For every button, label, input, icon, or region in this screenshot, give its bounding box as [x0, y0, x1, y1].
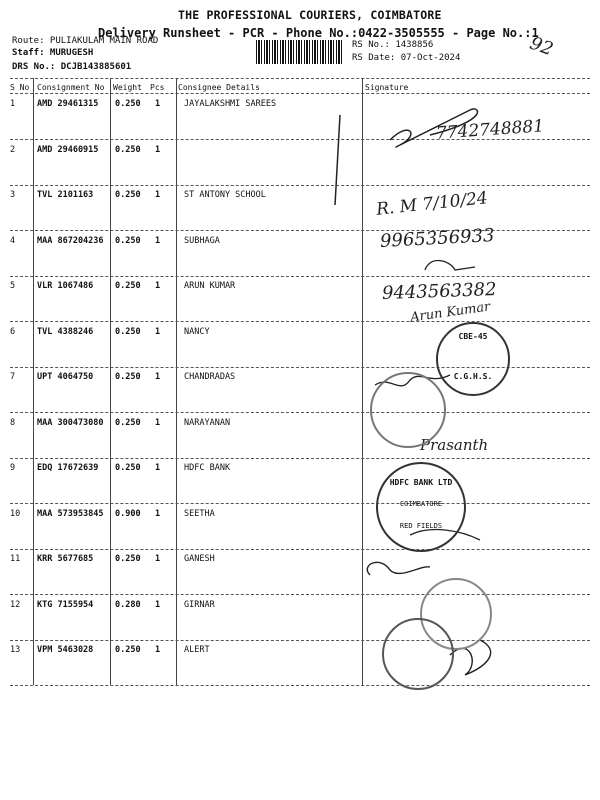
row-pcs: 1 — [155, 99, 161, 109]
row-consignee: SEETHA — [184, 508, 215, 519]
cghs-stamp-text: C.G.H.S. — [453, 372, 493, 381]
row-weight: 0.250 — [115, 372, 141, 382]
row-sno: 13 — [10, 645, 21, 655]
drs-number: DRS No.: DCJB143885601 — [12, 62, 132, 72]
header-signature: Signature — [365, 83, 409, 92]
row-consignee: NANCY — [184, 326, 210, 337]
row-sno: 2 — [10, 144, 16, 155]
row-consignment-no: TVL 2101163 — [37, 190, 94, 200]
row-consignee: JAYALAKSHMI SAREES — [184, 99, 277, 109]
faded-stamp-3 — [382, 618, 454, 690]
row-sno: 3 — [10, 190, 16, 200]
row-pcs: 1 — [155, 235, 161, 246]
hdfc-stamp — [376, 462, 466, 552]
row-sno: 7 — [10, 372, 16, 382]
row-consignee: SUBHAGA — [184, 235, 220, 246]
header-pcs: Pcs — [150, 83, 165, 92]
row-weight: 0.250 — [115, 463, 141, 473]
row-consignment-no: KRR 5677685 — [37, 554, 94, 564]
page-note-handwriting: 92 — [527, 32, 556, 61]
row-pcs: 1 — [155, 190, 161, 200]
header-weight: Weight — [113, 83, 142, 92]
row-weight: 0.250 — [115, 554, 141, 564]
row-consignee: HDFC BANK — [184, 463, 231, 473]
row-consignee: CHANDRADAS — [184, 372, 236, 382]
row-weight: 0.250 — [115, 281, 141, 291]
header-consignment: Consignment No — [37, 83, 105, 92]
row-weight: 0.250 — [115, 99, 141, 109]
row-pcs: 1 — [155, 463, 161, 473]
row-consignment-no: AMD 29461315 — [37, 99, 99, 109]
row-sno: 4 — [10, 235, 16, 246]
company-name: THE PROFESSIONAL COURIERS, COIMBATORE — [178, 8, 442, 22]
runsheet-title: Delivery Runsheet - PCR - Phone No.:0422-3505555 - Page No.:1 — [98, 26, 539, 40]
row-sno: 5 — [10, 281, 16, 291]
row-consignee: GIRNAR — [184, 599, 215, 610]
row-sno: 6 — [10, 326, 16, 337]
row-pcs: 1 — [155, 599, 161, 610]
row-sno: 10 — [10, 508, 21, 519]
date-handwriting: R. M 7/10/24 — [375, 188, 489, 220]
barcode-graphic — [256, 40, 344, 64]
row-weight: 0.900 — [115, 508, 141, 519]
hdfc-stamp-branch: RED FIELDS — [399, 522, 443, 530]
row-pcs: 1 — [155, 372, 161, 382]
row-consignment-no: MAA 867204236 — [37, 235, 104, 246]
row-weight: 0.250 — [115, 235, 141, 246]
row-sno: 1 — [10, 99, 16, 109]
signature-handwriting: Arun Kumar — [409, 299, 492, 326]
row-sno: 8 — [10, 417, 16, 428]
row-pcs: 1 — [155, 645, 161, 655]
row-consignment-no: EDQ 17672639 — [37, 463, 99, 473]
row-consignment-no: AMD 29460915 — [37, 144, 99, 155]
row-weight: 0.250 — [115, 645, 141, 655]
row-consignee: GANESH — [184, 554, 215, 564]
row-sno: 12 — [10, 599, 21, 610]
cghs-stamp — [436, 322, 510, 396]
row-consignee: ALERT — [184, 645, 210, 655]
row-consignment-no: KTG 7155954 — [37, 599, 94, 610]
row-consignee: ST ANTONY SCHOOL — [184, 190, 266, 200]
row-pcs: 1 — [155, 417, 161, 428]
row-pcs: 1 — [155, 281, 161, 291]
row-pcs: 1 — [155, 144, 161, 155]
rs-date: RS Date: 07-Oct-2024 — [352, 53, 461, 63]
staff-label: Staff: MURUGESH — [12, 48, 94, 58]
row-consignee: ARUN KUMAR — [184, 281, 236, 291]
header-sno: S No — [10, 83, 30, 92]
row-consignee: NARAYANAN — [184, 417, 231, 428]
hdfc-stamp-city: COIMBATORE — [399, 500, 443, 508]
row-sno: 9 — [10, 463, 16, 473]
table-top-rule — [10, 78, 590, 79]
row-consignment-no: MAA 573953845 — [37, 508, 104, 519]
row-consignment-no: MAA 300473080 — [37, 417, 104, 428]
row-consignment-no: TVL 4388246 — [37, 326, 94, 337]
row-weight: 0.280 — [115, 599, 141, 610]
faded-round-stamp — [370, 372, 446, 448]
phone-handwriting-3: 9443563382 — [381, 279, 497, 304]
header-consignee: Consignee Details — [178, 83, 260, 92]
table-header-rule — [10, 93, 590, 94]
row-weight: 0.250 — [115, 190, 141, 200]
hdfc-stamp-name: HDFC BANK LTD — [389, 478, 453, 487]
signature-handwriting-2: Prasanth — [420, 436, 489, 454]
row-consignment-no: VPM 5463028 — [37, 645, 94, 655]
row-weight: 0.250 — [115, 326, 141, 337]
row-pcs: 1 — [155, 508, 161, 519]
phone-handwriting-1: 7742748881 — [435, 116, 545, 144]
phone-handwriting-2: 9965356933 — [379, 225, 496, 252]
rs-number: RS No.: 1438856 — [352, 40, 434, 50]
row-weight: 0.250 — [115, 144, 141, 155]
cghs-stamp-code: CBE-45 — [458, 332, 488, 341]
row-consignment-no: VLR 1067486 — [37, 281, 94, 291]
row-consignment-no: UPT 4064750 — [37, 372, 94, 382]
row-weight: 0.250 — [115, 417, 141, 428]
route-label: Route: PULIAKULAM MAIN ROAD — [12, 36, 159, 46]
row-pcs: 1 — [155, 554, 161, 564]
row-sno: 11 — [10, 554, 21, 564]
row-pcs: 1 — [155, 326, 161, 337]
